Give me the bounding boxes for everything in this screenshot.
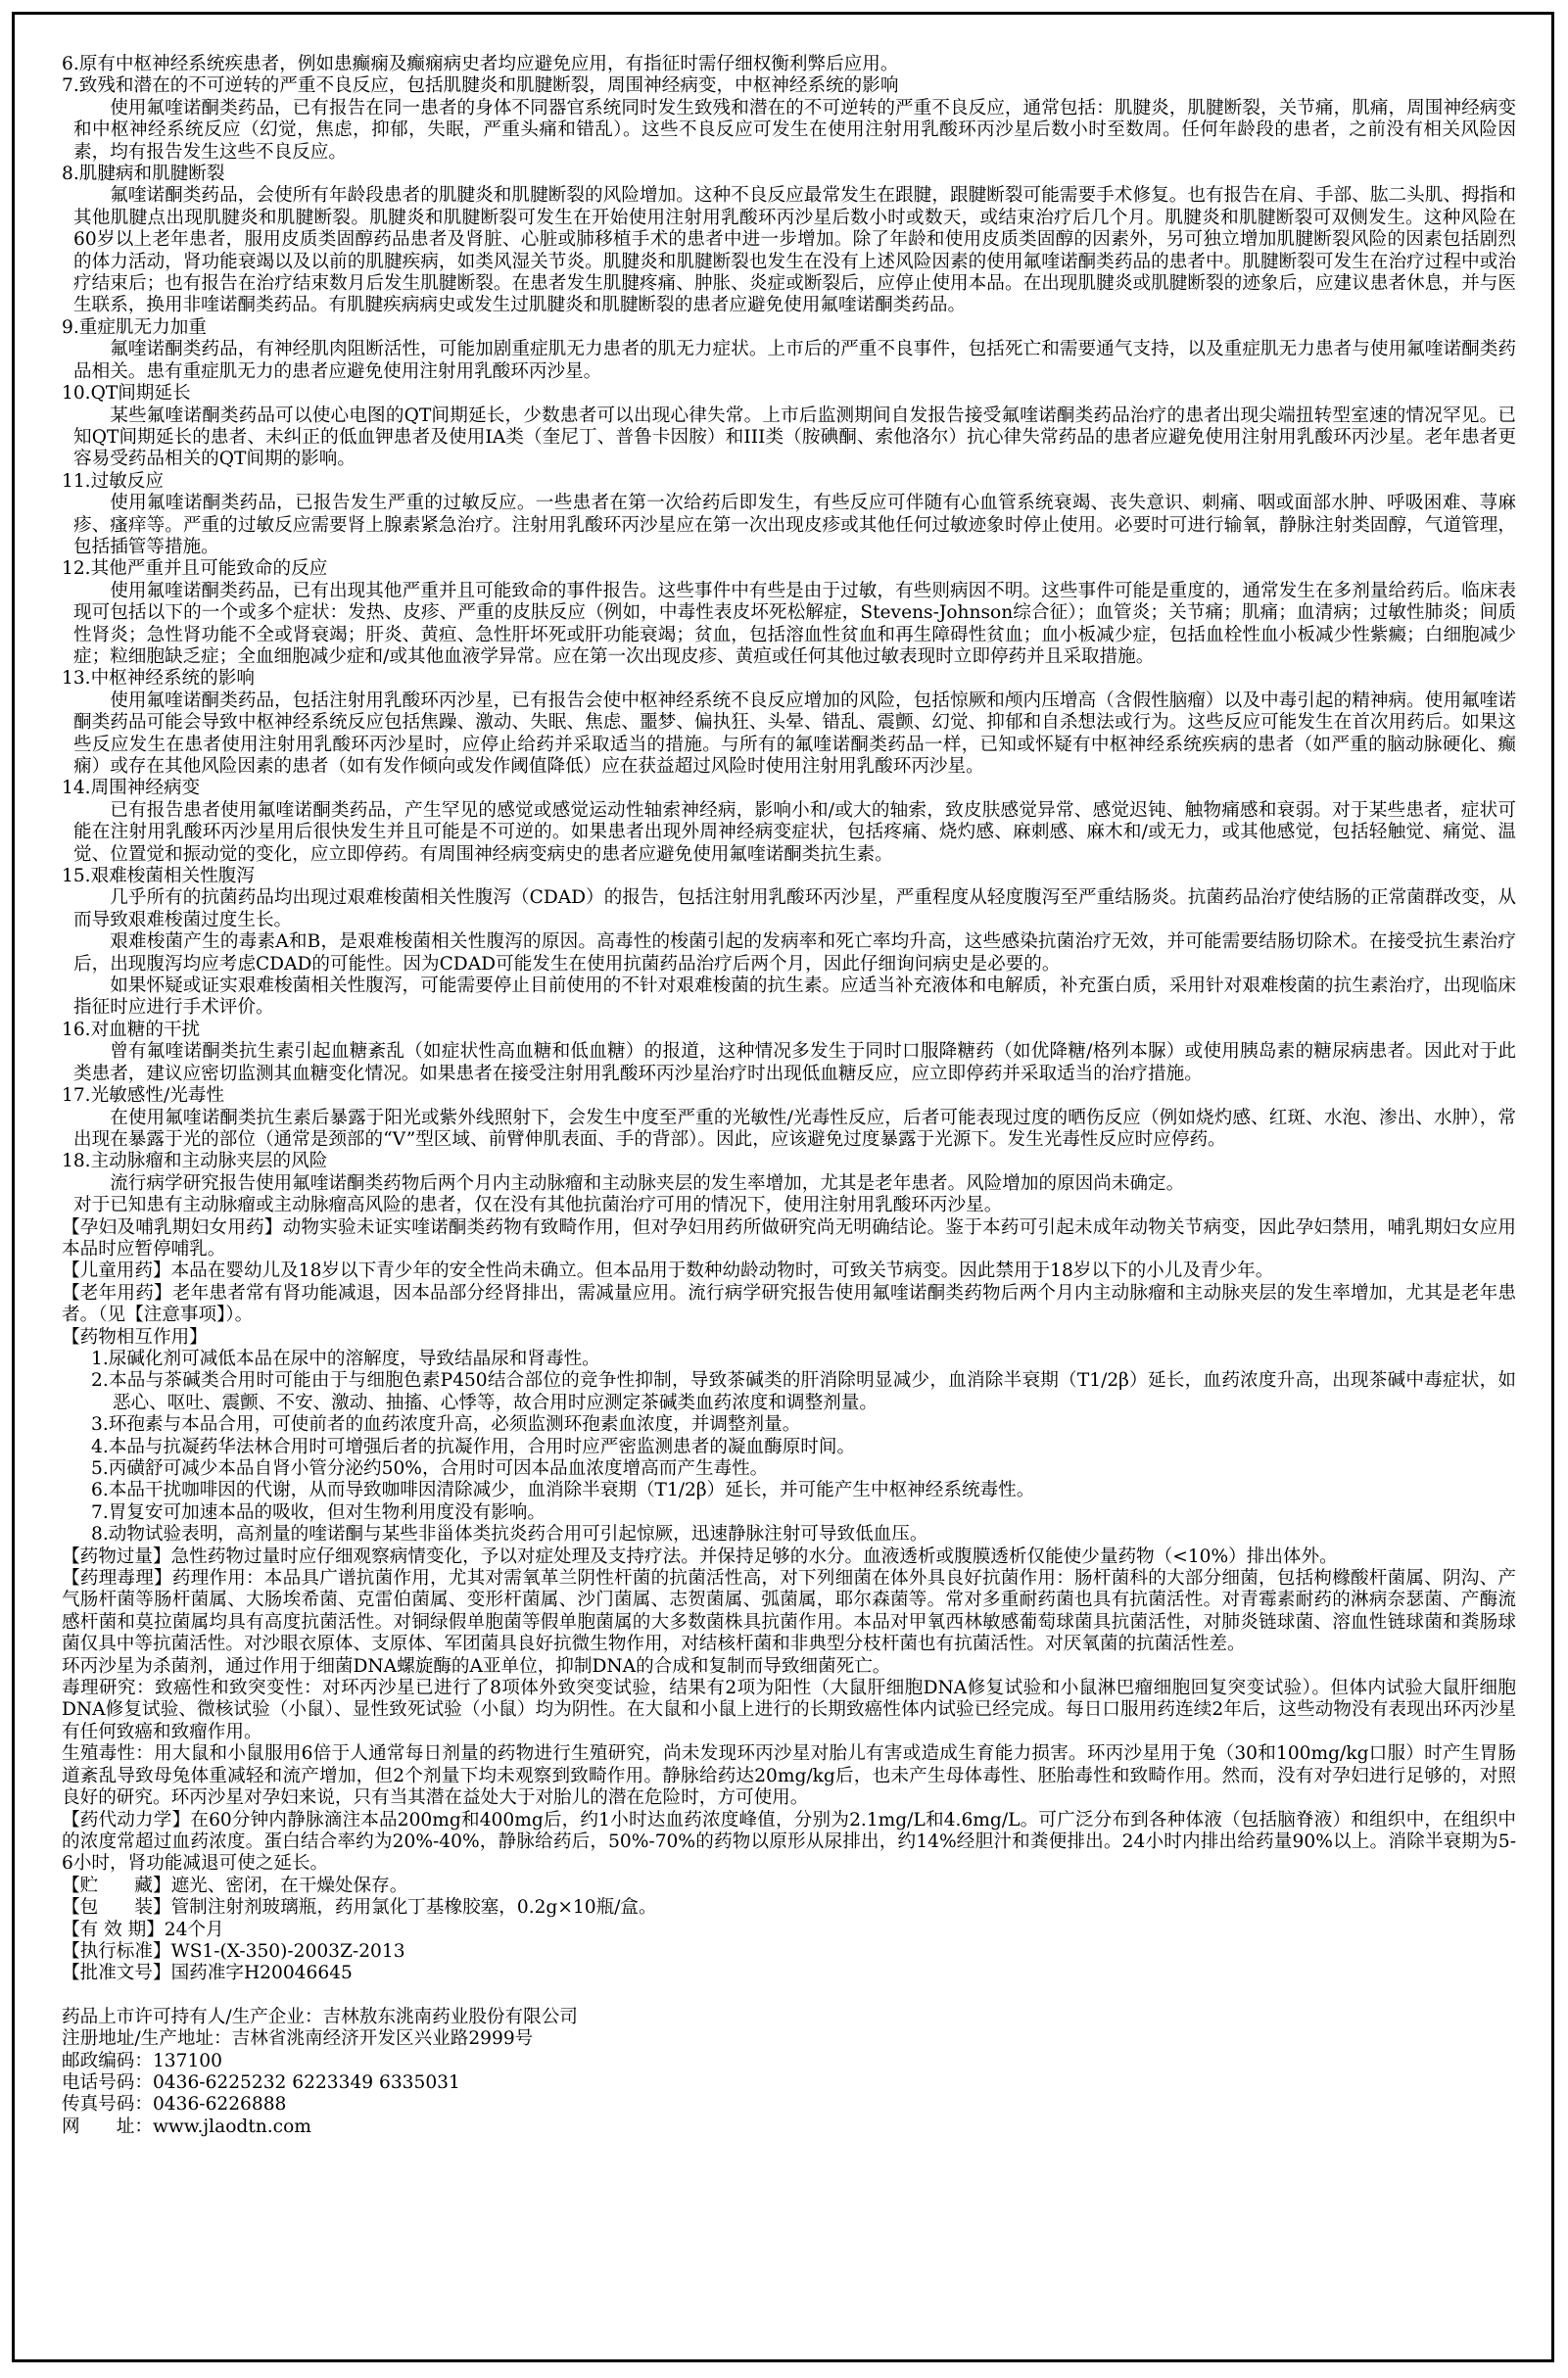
- interaction-item: 7.胃复安可加速本品的吸收，但对生物利用度没有影响。: [91, 1501, 546, 1523]
- storage-package-section: [62, 1876, 1516, 1985]
- precaution-paragraph: 使用氟喹诺酮类药品，包括注射用乳酸环丙沙星，已有报告会使中枢神经系统不良反应增加的风险，包括惊厥和颅内压增高（含假性脑瘤）以及中毒引起的精神病。使用氟喹诺酮类药品可能会导致中枢神经系统反应包括焦躁、激动、失眠、焦虑、噩梦、偏执狂、头晕、错乱、震颤、幻觉、抑郁和自杀想法或行为。这些反应可能发生在首次用药后。如果这些反应发生在患者使用注射用乳酸环丙沙星时，应停止给药并采取适当的措施。与所有的氟喹诺酮类药品一样，已知或怀疑有中枢神经系统疾病的患者（如严重的脑动脉硬化、癫痫）或存在其他风险因素的患者（如有发作倾向或发作阈值降低）应在获益超过风险时使用注射用乳酸环丙沙星。: [73, 690, 1516, 777]
- short-block: [62, 1876, 1516, 1897]
- short-block-heading: 【有 效 期】: [62, 1919, 165, 1940]
- precaution-paragraph: 氟喹诺酮类药品，会使所有年龄段患者的肌腱炎和肌腱断裂的风险增加。这种不良反应最常发生在跟腱，跟腱断裂可能需要手术修复。也有报告在肩、手部、肱二头肌、拇指和其他肌腱点出现肌腱炎和肌腱断裂。肌腱炎和肌腱断裂可发生在开始使用注射用乳酸环丙沙星后数小时或数天，或结束治疗后几个月。肌腱炎和肌腱断裂可双侧发生。这种风险在60岁以上老年患者，服用皮质类固醇药品患者及肾脏、心脏或肺移植手术的患者中进一步增加。除了年龄和使用皮质类固醇的因素外，另可独立增加肌腱断裂风险的因素包括剧烈的体力活动，肾功能衰竭以及以前的肌腱疾病，如类风湿关节炎。肌腱炎和肌腱断裂也发生在没有上述风险因素的使用氟喹诺酮类药品的患者中。肌腱断裂可发生在治疗过程中或治疗结束后；也有报告在治疗结束数月后发生肌腱断裂。在患者发生肌腱疼痛、肿胀、炎症或断裂后，应停止使用本品。在出现肌腱炎或肌腱断裂的迹象后，应建议患者休息，并与医生联系，换用非喹诺酮类药品。有肌腱疾病病史或发生过肌腱炎和肌腱断裂的患者应避免使用氟喹诺酮类药品。: [73, 185, 1516, 316]
- precaution-paragraph: 对于已知患有主动脉瘤或主动脉瘤高风险的患者，仅在没有其他抗菌治疗可用的情况下，使用注射用乳酸环丙沙星。: [73, 1195, 1003, 1216]
- precaution-paragraph: 使用氟喹诺酮类药品，已报告发生严重的过敏反应。一些患者在第一次给药后即发生，有些反应可伴随有心血管系统衰竭、丧失意识、刺痛、咽或面部水肿、呼吸困难、荨麻疹、瘙痒等。严重的过敏反应需要肾上腺素紧急治疗。注射用乳酸环丙沙星应在第一次出现皮疹或其他任何过敏迹象时停止使用。必要时可进行输氧，静脉注射类固醇，气道管理，包括插管等措施。: [73, 493, 1516, 557]
- interaction-item: 6.本品干扰咖啡因的代谢，从而导致咖啡因清除减少，血消除半衰期（T1/2β）延长，并可能产生中枢神经系统毒性。: [91, 1480, 1035, 1501]
- precaution-paragraph: 使用氟喹诺酮类药品，已有出现其他严重并且可能致命的事件报告。这些事件中有些是由于过敏，有些则病因不明。这些事件可能是重度的，通常发生在多剂量给药后。临床表现可包括以下的一个或多个症状：发热、皮疹、严重的皮肤反应（例如，中毒性表皮坏死松解症，Stevens-Johnson综合征）；血管炎；关节痛；肌痛；血清病；过敏性肺炎；间质性肾炎；急性肾功能不全或肾衰竭；肝炎、黄疸、急性肝坏死或肝功能衰竭；贫血，包括溶血性贫血和再生障碍性贫血；血小板减少症，包括血栓性血小板减少性紫癜；白细胞减少症；粒细胞缺乏症；全血细胞减少症和/或其他血液学异常。应在第一次出现皮疹、黄疸或任何其他过敏表现时立即停药并且采取措施。: [73, 580, 1516, 667]
- drug-leaflet-page: [12, 12, 1554, 2362]
- precaution-heading: 10.QT间期延长: [62, 383, 191, 404]
- short-block-heading: 【贮 藏】: [62, 1875, 171, 1896]
- block-text: 本品在婴幼儿及18岁以下青少年的安全性尚未确立。但本品用于数种幼龄动物时，可致关节病变。因此禁用于18岁以下的小儿及青少年。: [170, 1260, 1274, 1282]
- precautions-section: [62, 54, 1516, 1217]
- precaution-heading: 7.致残和潜在的不可逆转的严重不良反应，包括肌腱炎和肌腱断裂，周围神经病变，中枢神经系统的影响: [62, 75, 899, 97]
- pharmtox-paragraph: 环丙沙星为杀菌剂，通过作用于细菌DNA螺旋酶的A亚单位，抑制DNA的合成和复制而导致细菌死亡。: [62, 1655, 891, 1677]
- precaution-paragraph: 已有报告患者使用氟喹诺酮类药品，产生罕见的感觉或感觉运动性轴索神经病，影响小和/或大的轴索，致皮肤感觉异常、感觉迟钝、触物痛感和衰弱。对于某些患者，症状可能在注射用乳酸环丙沙星用后很快发生并且可能是不可逆的。如果患者出现外周神经病变症状，包括疼痛、烧灼感、麻刺感、麻木和/或无力，或其他感觉，包括轻触觉、痛觉、温觉、位置觉和振动觉的变化，应立即停药。有周围神经病变病史的患者应避免使用氟喹诺酮类抗生素。: [73, 799, 1516, 865]
- short-block: [62, 1963, 1516, 1984]
- overdose-section: [62, 1546, 1516, 1568]
- short-block-heading: 【执行标准】: [62, 1940, 171, 1962]
- precaution-heading: 6.原有中枢神经系统疾患者，例如患癫痫及癫痫病史者均应避免应用，有指征时需仔细权衡利弊后应用。: [62, 54, 899, 74]
- precaution-paragraph: 某些氟喹诺酮类药品可以使心电图的QT间期延长，少数患者可以出现心律失常。上市后监测期间自发报告接受氟喹诺酮类药品治疗的患者出现尖端扭转型室速的情况罕见。已知QT间期延长的患者、未纠正的低血钾患者及使用IA类（奎尼丁、普鲁卡因胺）和III类（胺碘酮、索他洛尔）抗心律失常药品的患者应避免使用注射用乳酸环丙沙星。老年患者更容易受药品相关的QT间期的影响。: [73, 404, 1516, 470]
- pharmacology-toxicology-section: [62, 1568, 1516, 1809]
- precaution-paragraph: 流行病学研究报告使用氟喹诺酮类药物后两个月内主动脉瘤和主动脉夹层的发生率增加，尤其是老年患者。风险增加的原因尚未确定。: [110, 1172, 1185, 1194]
- precaution-paragraph: 在使用氟喹诺酮类抗生素后暴露于阳光或紫外线照射下，会发生中度至严重的光敏性/光毒性反应，后者可能表现过度的晒伤反应（例如烧灼感、红斑、水泡、渗出、水肿），常出现在暴露于光的部位（通常是颈部的“V”型区域、前臂伸肌表面、手的背部）。因此，应该避免过度暴露于光源下。发生光毒性反应时应停药。: [73, 1107, 1516, 1150]
- short-block: [62, 1941, 1516, 1963]
- block-text: 动物实验未证实喹诺酮类药物有致畸作用，但对孕妇用药所做研究尚无明确结论。鉴于本药可引起未成年动物关节病变，因此孕妇禁用，哺乳期妇女应用本品时应暂停哺乳。: [62, 1216, 1516, 1260]
- interactions-heading: 【药物相互作用】: [62, 1326, 208, 1348]
- footer-line: 注册地址/生产地址：吉林省洮南经济开发区兴业路2999号: [62, 2028, 534, 2050]
- pk-text: 在60分钟内静脉滴注本品200mg和400mg后，约1小时达血药浓度峰值，分别为2.1mg/L和4.6mg/L。可广泛分布到各种体液（包括脑脊液）和组织中，在组织中的浓度常超过血药浓度。蛋白结合率约为20%-40%，静脉给药后，50%-70%的药物以原形从尿排出，约14%经胆汁和粪便排出。24小时内排出给药量90%以上。消除半衰期为5-6小时，肾功能减退可使之延长。: [62, 1809, 1516, 1875]
- short-block-heading: 【批准文号】: [62, 1963, 171, 1984]
- footer-line: 电话号码：0436-6225232 6223349 6335031: [62, 2071, 460, 2093]
- pharmtox-text: 药理作用：本品具广谱抗菌作用，尤其对需氧革兰阴性杆菌的抗菌活性高，对下列细菌在体外具良好抗菌作用：肠杆菌科的大部分细菌，包括枸橼酸杆菌属、阴沟、产气肠杆菌等肠杆菌属、大肠埃希菌、克雷伯菌属、变形杆菌属、沙门菌属、志贺菌属、弧菌属，耶尔森菌等。常对多重耐药菌也具有抗菌活性。对青霉素耐药的淋病奈瑟菌、产酶流感杆菌和莫拉菌属均具有高度抗菌活性。对铜绿假单胞菌等假单胞菌属的大多数菌株具抗菌作用。本品对甲氧西林敏感葡萄球菌具抗菌活性，对肺炎链球菌、溶血性链球菌和粪肠球菌仅具中等抗菌活性。对沙眼衣原体、支原体、军团菌具良好抗微生物作用，对结核杆菌和非典型分枝杆菌也有抗菌活性。对厌氧菌的抗菌活性差。: [62, 1568, 1516, 1655]
- pharmtox-paragraph: 毒理研究：致癌性和致突变性：对环丙沙星已进行了8项体外致突变试验，结果有2项为阳性（大鼠肝细胞DNA修复试验和小鼠淋巴瘤细胞回复突变试验）。但体内试验大鼠肝细胞DNA修复试验、微核试验（小鼠）、显性致死试验（小鼠）均为阴性。在大鼠和小鼠上进行的长期致癌性体内试验已经完成。每日口服用药连续2年后，这些动物没有表现出环丙沙星有任何致癌和致瘤作用。: [62, 1678, 1516, 1742]
- precaution-heading: 18.主动脉瘤和主动脉夹层的风险: [62, 1151, 328, 1172]
- special-population-section: [62, 1217, 1516, 1327]
- labeled-block: [62, 1283, 1516, 1327]
- precaution-heading: 9.重症肌无力加重: [62, 316, 207, 338]
- precaution-paragraph: 几乎所有的抗菌药品均出现过艰难梭菌相关性腹泻（CDAD）的报告，包括注射用乳酸环丙沙星，严重程度从轻度腹泻至严重结肠炎。抗菌药品治疗使结肠的正常菌群改变，从而导致艰难梭菌过度生长。: [73, 887, 1516, 930]
- block-heading: 【儿童用药】: [62, 1260, 171, 1282]
- interaction-item: 5.丙磺舒可减少本品自肾小管分泌约50%，合用时可因本品血浓度增高而产生毒性。: [91, 1458, 769, 1479]
- pk-heading: 【药代动力学】: [62, 1809, 191, 1831]
- footer-line: 网 址：www.jlaodtn.com: [62, 2116, 311, 2137]
- block-heading: 【孕妇及哺乳期妇女用药】: [62, 1216, 283, 1238]
- short-block-text: 国药准字H20046645: [170, 1963, 353, 1984]
- labeled-block: [62, 1217, 1516, 1261]
- interaction-item: 4.本品与抗凝药华法林合用时可增强后者的抗凝作用，合用时应严密监测患者的凝血酶原时间。: [91, 1436, 856, 1457]
- footer-line: 传真号码：0436-6226888: [62, 2094, 287, 2116]
- precaution-heading: 11.过敏反应: [62, 470, 164, 492]
- footer-line: 邮政编码：137100: [62, 2050, 222, 2071]
- interactions-section: [62, 1327, 1516, 1546]
- interaction-item: 2.本品与茶碱类合用时可能由于与细胞色素P450结合部位的竞争性抑制，导致茶碱类的肝消除明显减少，血消除半衰期（T1/2β）延长，血药浓度升高，出现茶碱中毒症状，如恶心、呕吐、震颤、不安、激动、抽搐、心悸等，故合用时应测定茶碱类血药浓度和调整剂量。: [91, 1370, 1516, 1413]
- precaution-paragraph: 艰难梭菌产生的毒素A和B，是艰难梭菌相关性腹泻的原因。高毒性的梭菌引起的发病率和死亡率均升高，这些感染抗菌治疗无效，并可能需要结肠切除术。在接受抗生素治疗后，出现腹泻均应考虑CDAD的可能性。因为CDAD可能发生在使用抗菌药品治疗后两个月，因此仔细询问病史是必要的。: [73, 931, 1516, 975]
- pharmtox-paragraph: 生殖毒性：用大鼠和小鼠服用6倍于人通常每日剂量的药物进行生殖研究，尚未发现环丙沙星对胎儿有害或造成生育能力损害。环丙沙星用于兔（30和100mg/kg口服）时产生胃肠道紊乱导致母兔体重减轻和流产增加，但2个剂量下均未观察到致畸作用。静脉给药达20mg/kg后，也未产生母体毒性、胚胎毒性和致畸作用。然而，没有对孕妇进行足够的，对照良好的研究。环丙沙星对孕妇来说，只有当其潜在益处大于对胎儿的潜在危险时，方可使用。: [62, 1743, 1516, 1809]
- short-block-text: WS1-(X-350)-2003Z-2013: [170, 1940, 405, 1962]
- pharmacokinetics-section: [62, 1810, 1516, 1876]
- precaution-heading: 16.对血糖的干扰: [62, 1019, 201, 1040]
- precaution-heading: 17.光敏感性/光毒性: [62, 1085, 224, 1107]
- short-block-text: 管制注射剂玻璃瓶，药用氯化丁基橡胶塞，0.2g×10瓶/盒。: [170, 1897, 657, 1919]
- precaution-paragraph: 如果怀疑或证实艰难梭菌相关性腹泻，可能需要停止目前使用的不针对艰难梭菌的抗生素。应适当补充液体和电解质，补充蛋白质，采用针对艰难梭菌的抗生素治疗，出现临床指征时应进行手术评价。: [73, 975, 1516, 1019]
- precaution-heading: 12.其他严重并且可能致命的反应: [62, 558, 328, 580]
- precaution-paragraph: 氟喹诺酮类药品，有神经肌肉阻断活性，可能加剧重症肌无力患者的肌无力症状。上市后的严重不良事件，包括死亡和需要通气支持，以及重症肌无力患者与使用氟喹诺酮类药品相关。患有重症肌无力的患者应避免使用注射用乳酸环丙沙星。: [73, 339, 1516, 382]
- manufacturer-info: [62, 2007, 1516, 2138]
- interaction-item: 3.环孢素与本品合用，可使前者的血药浓度升高，必须监测环孢素血浓度，并调整剂量。: [91, 1414, 801, 1436]
- pharmtox-heading: 【药理毒理】: [62, 1568, 172, 1590]
- short-block: [62, 1920, 1516, 1941]
- block-heading: 【老年用药】: [62, 1282, 172, 1304]
- short-block-text: 遮光、密闭，在干燥处保存。: [170, 1875, 408, 1896]
- labeled-block: [62, 1260, 1516, 1282]
- short-block-text: 24个月: [164, 1919, 224, 1940]
- block-text: 老年患者常有肾功能减退，因本品部分经肾排出，需减量应用。流行病学研究报告使用氟喹诺酮类药物后两个月内主动脉瘤和主动脉夹层的发生率增加，尤其是老年患者。（见【注意事项】）。: [62, 1282, 1516, 1326]
- precaution-heading: 8.肌腱病和肌腱断裂: [62, 164, 225, 185]
- footer-line: 药品上市许可持有人/生产企业：吉林敖东洮南药业股份有限公司: [62, 2006, 578, 2027]
- interaction-item: 8.动物试验表明，高剂量的喹诺酮与某些非甾体类抗炎药合用可引起惊厥，迅速静脉注射可导致低血压。: [91, 1524, 928, 1546]
- precaution-heading: 14.周围神经病变: [62, 778, 201, 799]
- overdose-heading: 【药物过量】: [62, 1546, 171, 1567]
- interaction-item: 1.尿碱化剂可减低本品在尿中的溶解度，导致结晶尿和肾毒性。: [91, 1348, 600, 1369]
- overdose-text: 急性药物过量时应仔细观察病情变化，予以对症处理及支持疗法。并保持足够的水分。血液透析或腹膜透析仅能使少量药物（<10%）排出体外。: [170, 1546, 1338, 1567]
- precaution-paragraph: 使用氟喹诺酮类药品，已有报告在同一患者的身体不同器官系统同时发生致残和潜在的不可逆转的严重不良反应，通常包括：肌腱炎，肌腱断裂，关节痛，肌痛，周围神经病变和中枢神经系统反应（幻觉，焦虑，抑郁，失眠，严重头痛和错乱）。这些不良反应可发生在使用注射用乳酸环丙沙星后数小时至数周。任何年龄段的患者，之前没有相关风险因素，均有报告发生这些不良反应。: [73, 97, 1516, 163]
- precaution-heading: 15.艰难梭菌相关性腹泻: [62, 866, 255, 887]
- precaution-heading: 13.中枢神经系统的影响: [62, 668, 255, 690]
- short-block: [62, 1897, 1516, 1919]
- short-block-heading: 【包 装】: [62, 1897, 171, 1919]
- precaution-paragraph: 曾有氟喹诺酮类抗生素引起血糖紊乱（如症状性高血糖和低血糖）的报道，这种情况多发生于同时口服降糖药（如优降糖/格列本脲）或使用胰岛素的糖尿病患者。因此对于此类患者，建议应密切监测其血糖变化情况。如果患者在接受注射用乳酸环丙沙星治疗时出现低血糖反应，应立即停药并采取适当的治疗措施。: [73, 1041, 1516, 1084]
